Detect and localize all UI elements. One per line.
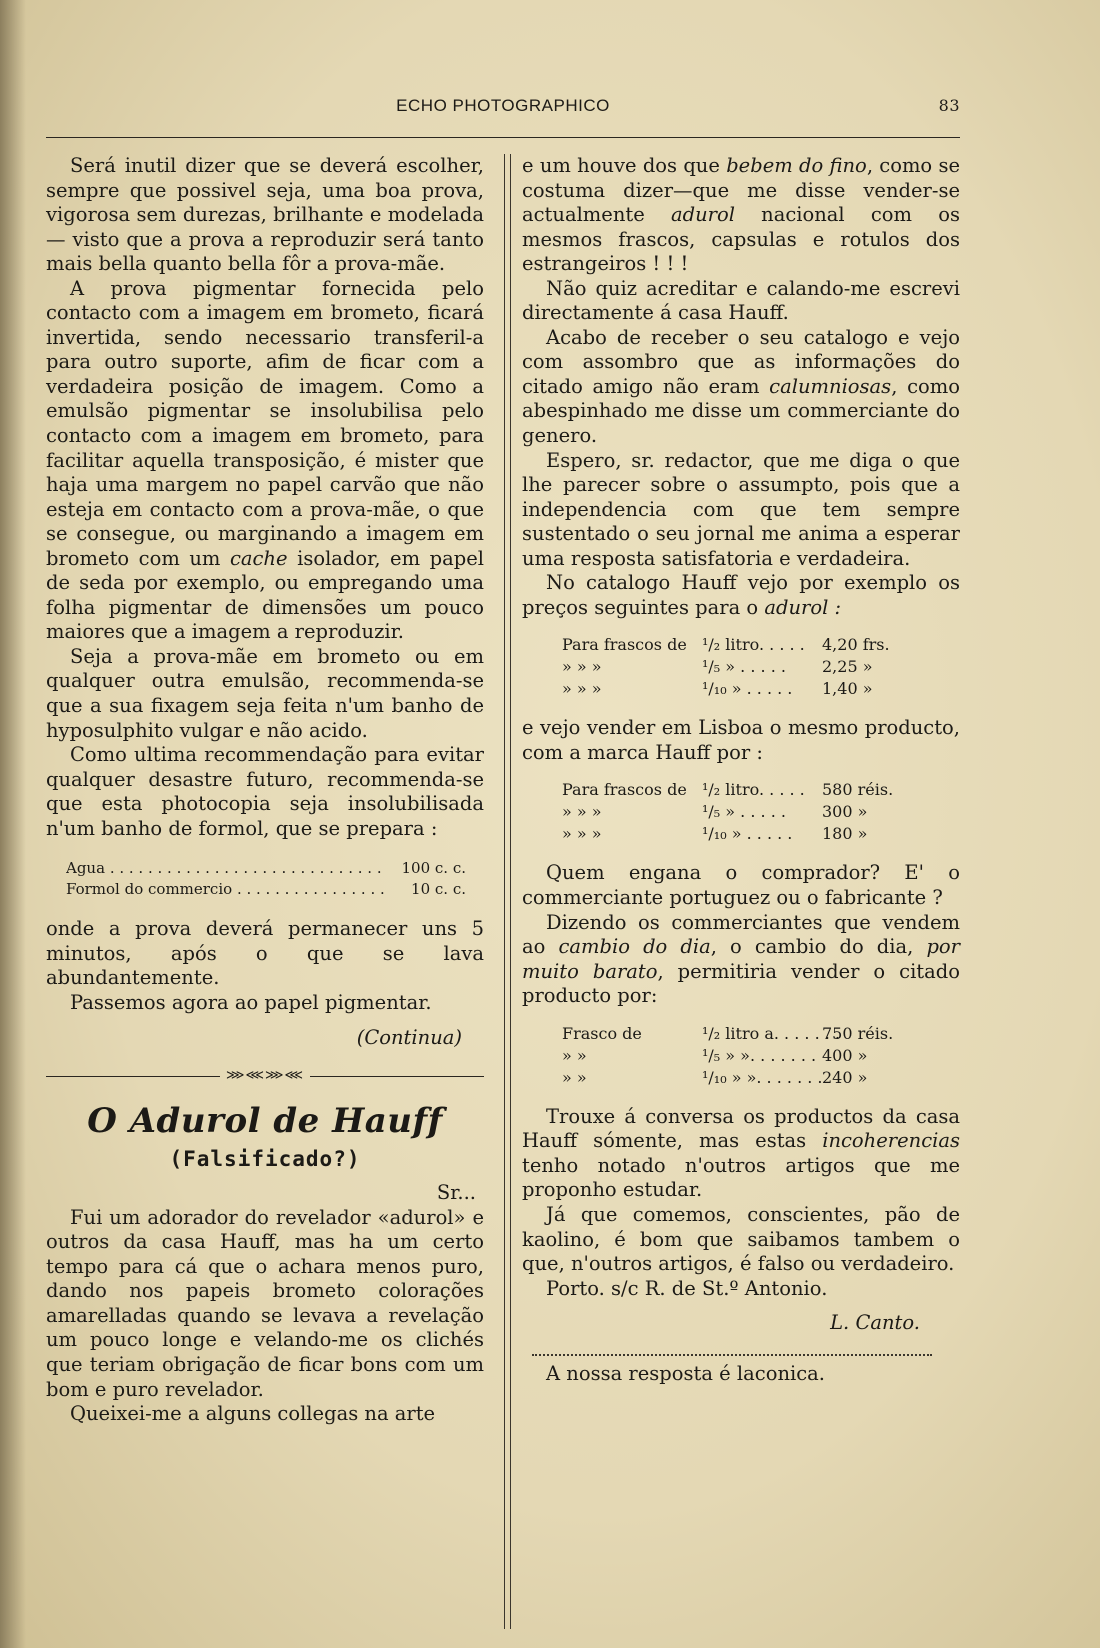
article-title: O Adurol de Hauff (87, 1100, 443, 1141)
price-row: Frasco de ¹/₂ litro a. . . . . . . 750 réis. (562, 1023, 894, 1043)
paragraph: Quem engana o comprador? E' o commerciante portuguez ou o fabricante ? (522, 861, 960, 910)
dotted-separator (532, 1354, 932, 1356)
price-row: Para frascos de ¹/₂ litro. . . . . 580 réis. (562, 780, 894, 800)
price-table-catalog (562, 634, 922, 700)
paragraph: e vejo vender em Lisboa o mesmo producto, com a marca Hauff por : (522, 716, 960, 764)
paragraph: Como ultima recommendação para evitar qualquer desastre futuro, recommenda-se que esta photocopia seja insolubilisada n'um banho de formol, que se prepara : (46, 743, 484, 840)
paragraph: Será inutil dizer que se deverá escolher, sempre que possivel seja, uma boa prova, vigorosa sem durezas, brilhante e modelada — visto que a prova a reproduzir será tanto mais bella quanto bella fôr a prova-mãe. (46, 154, 484, 276)
paragraph: e um houve dos que bebem do fino, como se costuma dizer—que me disse vender-se actualmente adurol nacional com os mesmos frascos, capsulas e rotulos dos estrangeiros ! ! ! (522, 154, 960, 276)
ornament-glyph: ⋙⋘⋙⋘ (226, 1068, 304, 1084)
paragraph: A nossa resposta é laconica. (546, 1361, 825, 1385)
page-number: 83 (938, 96, 960, 115)
article-subtitle: (Falsificado?) (169, 1146, 361, 1171)
paragraph: Não quiz acreditar e calando-me escrevi directamente á casa Hauff. (522, 276, 960, 325)
price-row: » » » ¹/₅ » . . . . . 2,25 » (562, 657, 873, 677)
ornament-line (46, 1076, 220, 1077)
price-table-exchange (562, 1023, 922, 1089)
paragraph: Já que comemos, conscientes, pão de kaolino, é bom que saibamos tambem o que, n'outros artigos, é falso ou verdadeiro. (522, 1202, 960, 1276)
formula-row: Agua . . . 100 c. c. (66, 858, 466, 879)
running-header (46, 96, 960, 120)
paragraph: onde a prova deverá permanecer uns 5 minutos, após o que se lava abundantemente. (46, 917, 484, 990)
price-row: Para frascos de ¹/₂ litro. . . . . 4,20 frs. (562, 635, 890, 655)
paragraph: Trouxe á conversa os productos da casa Hauff sómente, mas estas incoherencias tenho notado n'outros artigos que me proponho estudar. (522, 1104, 960, 1202)
paragraph: Porto. s/c R. de St.º Antonio. (546, 1276, 828, 1300)
price-row: » » ¹/₅ » ». . . . . . . 400 » (562, 1045, 868, 1065)
paragraph: Acabo de receber o seu catalogo e vejo com assombro que as informações do citado amigo não eram calumniosas, como abespinhado me disse um commerciante do genero. (522, 325, 960, 448)
paragraph: Seja a prova-mãe em brometo ou em qualquer outra emulsão, recommenda-se que a sua fixagem seja feita n'um banho de hyposulphito vulgar e não acido. (46, 644, 484, 742)
paragraph: Fui um adorador do revelador «adurol» e outros da casa Hauff, mas ha um certo tempo para cá que o achara menos puro, dando nos papeis brometo colorações amarelladas quando se levava a revelação um pouco longe e velando-me os clichés que teriam obrigação de ficar bons com um bom e puro revelador. (46, 1205, 484, 1401)
paragraph: Queixei-me a alguns collegas na arte (70, 1402, 436, 1426)
paragraph: A prova pigmentar fornecida pelo contacto com a imagem em brometo, ficará invertida, sendo necessario transferil-a para outro suporte, afim de ficar com a verdadeira posição de imagem. Como a emulsão pigmentar se insolubilisa pelo contacto com a imagem em brometo, para facilitar aquella transposição, é mister que haja uma margem no papel carvão que não esteja em contacto com a prova-mãe, o que se consegue, ou marginando a imagem em brometo com um cache isolador, em papel de seda por exemplo, ou empregando uma folha pigmentar de dimensões um pouco maiores que a imagem a reproduzir. (46, 276, 484, 644)
right-column (522, 154, 960, 1386)
header-rule (46, 137, 960, 138)
salutation: Sr... (436, 1181, 476, 1205)
formula-table (66, 858, 466, 900)
formula-row: Formol do commercio . . . 10 c. c. (66, 879, 466, 900)
paragraph: Dizendo os commerciantes que vendem ao cambio do dia, o cambio do dia, por muito barato, permitiria vender o citado producto por: (522, 910, 960, 1008)
paragraph: No catalogo Hauff vejo por exemplo os preços seguintes para o adurol : (522, 571, 960, 619)
signature: L. Canto. (830, 1311, 920, 1335)
price-row: » » ¹/₁₀ » ». . . . . . . 240 » (562, 1067, 868, 1087)
price-row: » » » ¹/₅ » . . . . . 300 » (562, 802, 868, 822)
section-ornament (46, 1064, 484, 1089)
journal-title: ECHO PHOTOGRAPHICO (396, 96, 610, 115)
price-row: » » » ¹/₁₀ » . . . . . 180 » (562, 824, 868, 844)
continua-note: (Continua) (356, 1025, 462, 1049)
paragraph: Espero, sr. redactor, que me diga o que lhe parecer sobre o assumpto, pois que a independencia com que tem sempre sustentado o seu jornal me anima a esperar uma resposta satisfatoria e verdadeira. (522, 448, 960, 570)
left-column (46, 154, 484, 1427)
page-edge-shadow (0, 0, 26, 1648)
ornament-line (310, 1076, 484, 1077)
paragraph: Passemos agora ao papel pigmentar. (70, 990, 432, 1014)
price-row: » » » ¹/₁₀ » . . . . . 1,40 » (562, 679, 873, 699)
price-table-lisboa (562, 779, 922, 845)
column-divider (504, 154, 511, 1629)
